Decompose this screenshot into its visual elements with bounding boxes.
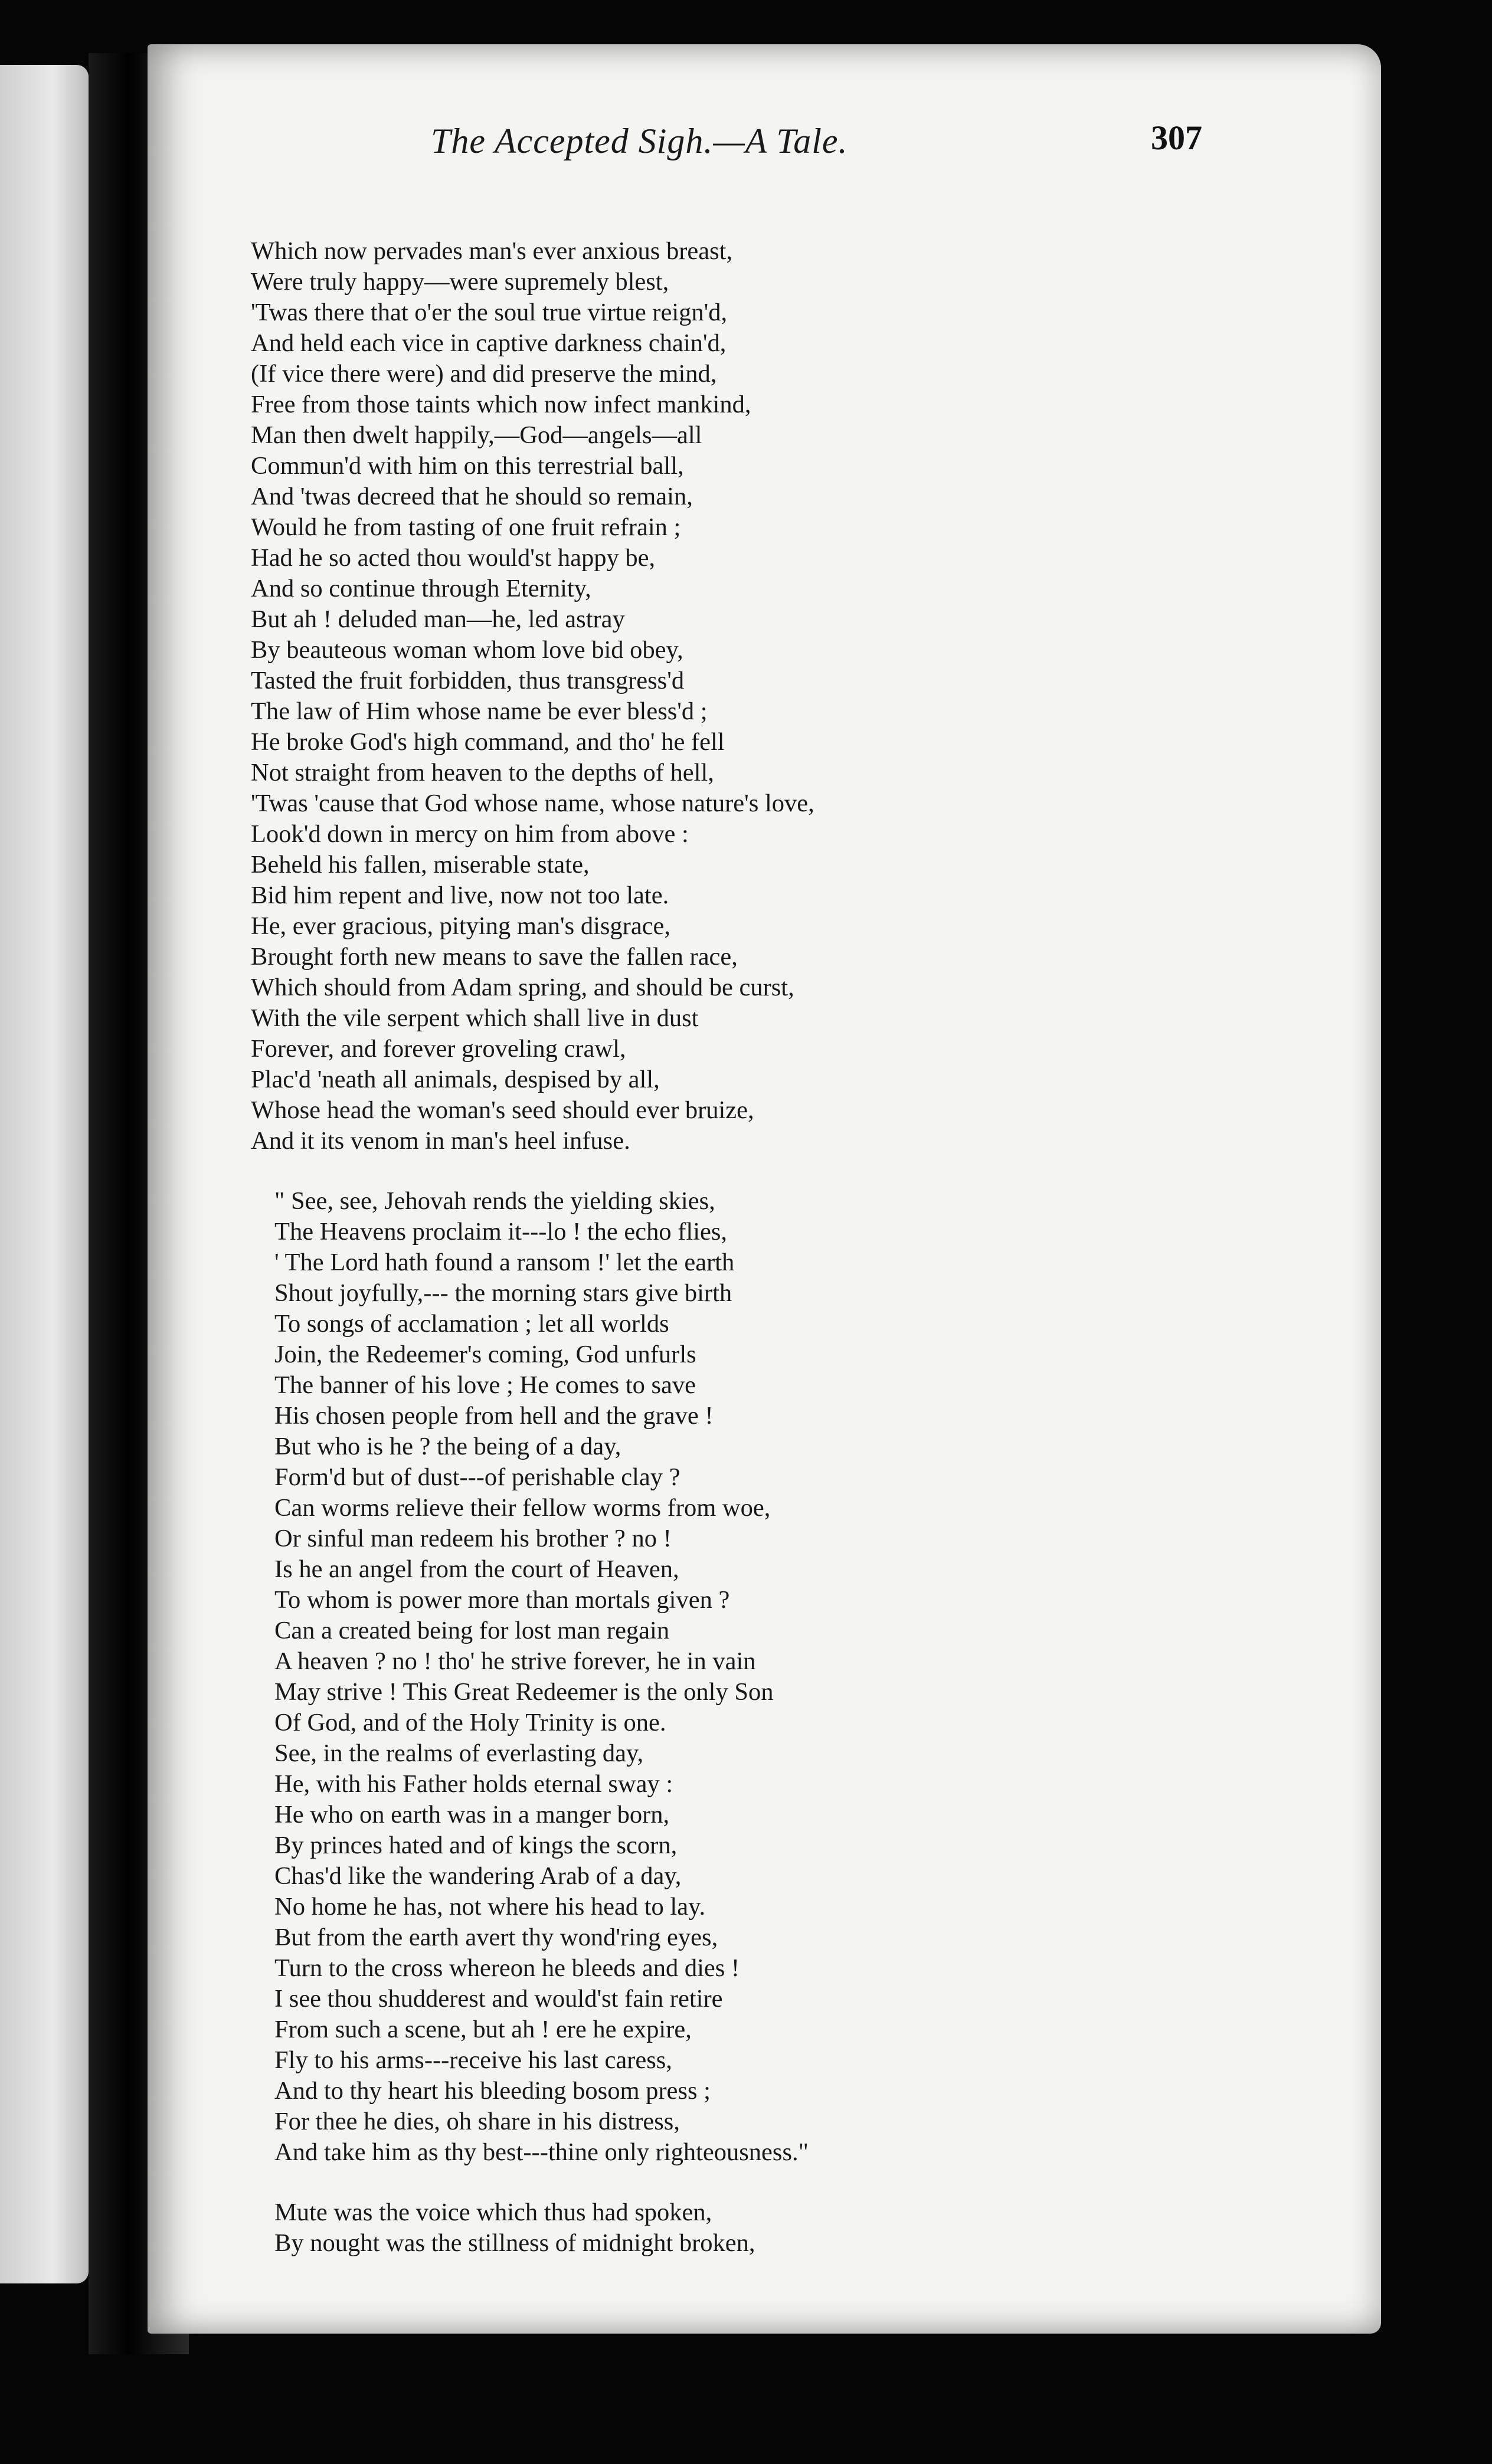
verse-line: Beheld his fallen, miserable state, xyxy=(251,851,590,879)
verse-line: But ah ! deluded man—he, led astray xyxy=(251,605,625,633)
page-number: 307 xyxy=(1151,119,1202,157)
verse-line: Had he so acted thou would'st happy be, xyxy=(251,544,656,572)
verse-line: And 'twas decreed that he should so remain, xyxy=(251,483,693,510)
verse-line: And held each vice in captive darkness chain'd, xyxy=(251,329,727,357)
verse-line: I see thou shudderest and would'st fain retire xyxy=(274,1985,723,2013)
verse-line: But from the earth avert thy wond'ring eyes, xyxy=(274,1924,718,1951)
verse-line: For thee he dies, oh share in his distress, xyxy=(274,2108,680,2135)
verse-line: Join, the Redeemer's coming, God unfurls xyxy=(274,1341,696,1368)
stanza-gap xyxy=(251,1156,1030,1186)
verse-line: (If vice there were) and did preserve the mind, xyxy=(251,360,717,388)
verse-line: With the vile serpent which shall live in dust xyxy=(251,1004,699,1032)
verse-line: Which should from Adam spring, and should be curst, xyxy=(251,974,794,1001)
verse-line: The banner of his love ; He comes to save xyxy=(274,1371,696,1399)
stanza-gap xyxy=(251,2168,1030,2197)
verse-line: 'Twas there that o'er the soul true virtue reign'd, xyxy=(251,299,728,326)
verse-line: He broke God's high command, and tho' he fell xyxy=(251,728,725,756)
verse-line: Free from those taints which now infect mankind, xyxy=(251,391,751,418)
verse-line: Were truly happy—were supremely blest, xyxy=(251,268,669,296)
verse-line: Form'd but of dust---of perishable clay ? xyxy=(274,1463,680,1491)
verse-line: Is he an angel from the court of Heaven, xyxy=(274,1555,679,1583)
verse-line: Commun'd with him on this terrestrial ball, xyxy=(251,452,684,480)
poem-text xyxy=(251,236,1030,2259)
verse-line: Can a created being for lost man regain xyxy=(274,1617,670,1644)
verse-line: To songs of acclamation ; let all worlds xyxy=(274,1310,669,1338)
verse-line: By beauteous woman whom love bid obey, xyxy=(251,636,683,664)
verse-line: He, with his Father holds eternal sway : xyxy=(274,1770,673,1798)
verse-line: By nought was the stillness of midnight broken, xyxy=(274,2229,755,2257)
verse-line: And take him as thy best---thine only righteousness." xyxy=(274,2138,809,2166)
verse-line: Fly to his arms---receive his last caress, xyxy=(274,2046,672,2074)
verse-line: And to thy heart his bleeding bosom press ; xyxy=(274,2077,711,2105)
verse-line: A heaven ? no ! tho' he strive forever, he in vain xyxy=(274,1647,756,1675)
stanza-3 xyxy=(251,2197,1030,2259)
verse-line: By princes hated and of kings the scorn, xyxy=(274,1831,678,1859)
verse-line: Not straight from heaven to the depths of hell, xyxy=(251,759,714,787)
verse-line: Or sinful man redeem his brother ? no ! xyxy=(274,1525,672,1552)
verse-line: Mute was the voice which thus had spoken, xyxy=(274,2198,712,2226)
verse-line: But who is he ? the being of a day, xyxy=(274,1433,621,1460)
verse-line: Bid him repent and live, now not too late. xyxy=(251,882,669,909)
verse-line: Whose head the woman's seed should ever bruize, xyxy=(251,1096,754,1124)
verse-line: To whom is power more than mortals given ? xyxy=(274,1586,730,1614)
verse-line: No home he has, not where his head to lay. xyxy=(274,1893,706,1921)
verse-line: " See, see, Jehovah rends the yielding skies, xyxy=(274,1187,715,1215)
verse-line: Chas'd like the wandering Arab of a day, xyxy=(274,1862,682,1890)
verse-line: 'Twas 'cause that God whose name, whose nature's love, xyxy=(251,789,814,817)
verse-line: From such a scene, but ah ! ere he expire, xyxy=(274,2016,692,2043)
verse-line: Brought forth new means to save the fallen race, xyxy=(251,943,738,971)
verse-line: And so continue through Eternity, xyxy=(251,575,591,602)
verse-line: See, in the realms of everlasting day, xyxy=(274,1739,644,1767)
verse-line: ' The Lord hath found a ransom !' let the earth xyxy=(274,1249,735,1276)
verse-line: He who on earth was in a manger born, xyxy=(274,1801,670,1829)
verse-line: Man then dwelt happily,—God—angels—all xyxy=(251,421,702,449)
verse-line: Of God, and of the Holy Trinity is one. xyxy=(274,1709,666,1736)
verse-line: The law of Him whose name be ever bless'd ; xyxy=(251,697,708,725)
verse-line: He, ever gracious, pitying man's disgrace, xyxy=(251,912,671,940)
verse-line: May strive ! This Great Redeemer is the only Son xyxy=(274,1678,774,1706)
verse-line: Can worms relieve their fellow worms from woe, xyxy=(274,1494,771,1522)
verse-line: Turn to the cross whereon he bleeds and dies ! xyxy=(274,1954,740,1982)
verse-line: Plac'd 'neath all animals, despised by all, xyxy=(251,1066,660,1093)
verse-line: Look'd down in mercy on him from above : xyxy=(251,820,689,848)
verse-line: His chosen people from hell and the grave ! xyxy=(274,1402,714,1430)
verse-line: The Heavens proclaim it---lo ! the echo flies, xyxy=(274,1218,728,1246)
verse-line: Which now pervades man's ever anxious breast, xyxy=(251,237,733,265)
stanza-1 xyxy=(251,236,1030,1156)
verse-line: Would he from tasting of one fruit refrain ; xyxy=(251,513,681,541)
verse-line: And it its venom in man's heel infuse. xyxy=(251,1127,630,1155)
running-title: The Accepted Sigh.—A Tale. xyxy=(431,122,848,160)
verse-line: Tasted the fruit forbidden, thus transgress'd xyxy=(251,667,685,694)
verse-line: Forever, and forever groveling crawl, xyxy=(251,1035,626,1063)
page-header xyxy=(277,121,1222,192)
stanza-2 xyxy=(251,1186,1030,2168)
facing-page-edge xyxy=(0,65,89,2283)
verse-line: Shout joyfully,--- the morning stars give birth xyxy=(274,1279,732,1307)
